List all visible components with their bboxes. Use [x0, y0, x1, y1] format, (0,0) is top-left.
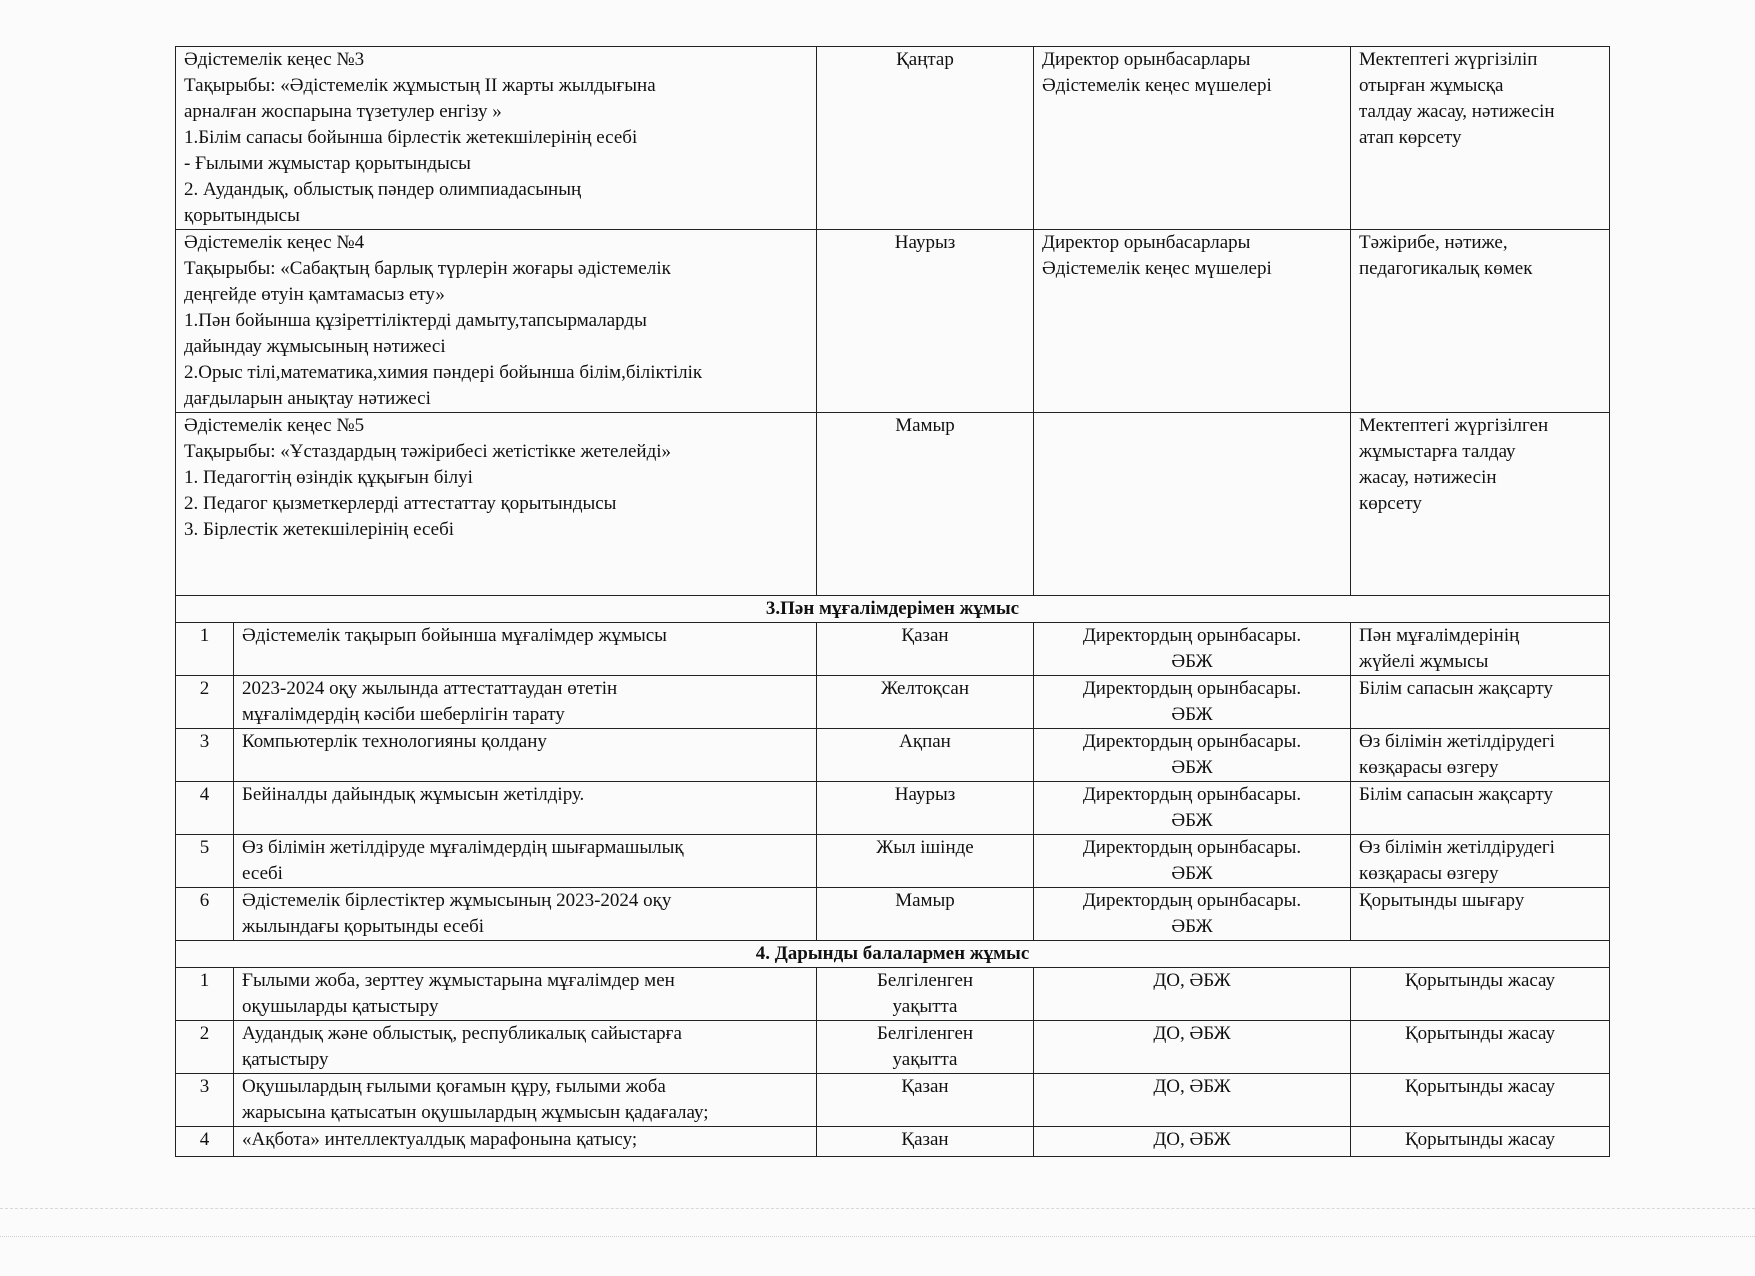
result-line: көзқарасы өзгеру — [1359, 757, 1499, 778]
result-line: Өз білімін жетілдірудегі — [1359, 731, 1555, 752]
time-line: Қазан — [901, 1076, 949, 1097]
section-title: 4. Дарынды балалармен жұмыс — [176, 941, 1610, 968]
row-result — [1351, 1074, 1610, 1127]
council-line: арналған жоспарына түзетулер енгізу » — [184, 101, 502, 122]
row-number: 3 — [176, 1074, 234, 1127]
task-line: оқушыларды қатыстыру — [242, 996, 439, 1017]
row-task — [234, 835, 817, 888]
result-line: көрсету — [1359, 493, 1422, 514]
table-row — [176, 1127, 1610, 1157]
task-line: Аудандық және облыстық, республикалық сайыстарға — [242, 1023, 682, 1044]
council-description — [176, 230, 817, 413]
result-line: Білім сапасын жақсарту — [1359, 678, 1553, 699]
row-number: 1 — [176, 623, 234, 676]
council-row — [176, 413, 1610, 596]
council-row — [176, 47, 1610, 230]
row-number: 4 — [176, 782, 234, 835]
responsible-line: ӘБЖ — [1171, 757, 1213, 778]
row-task — [234, 1127, 817, 1157]
task-line: Әдістемелік бірлестіктер жұмысының 2023-2024 оқу — [242, 890, 672, 911]
result-line: Қорытынды жасау — [1404, 1076, 1556, 1097]
row-task — [234, 623, 817, 676]
row-responsible — [1034, 1074, 1351, 1127]
work-plan-table — [175, 46, 1610, 1157]
council-description — [176, 413, 817, 596]
responsible-line: ДО, ӘБЖ — [1153, 1129, 1231, 1150]
responsible-line: Әдістемелік кеңес мүшелері — [1042, 75, 1272, 96]
council-responsible — [1034, 47, 1351, 230]
row-result — [1351, 888, 1610, 941]
table-row — [176, 782, 1610, 835]
table-row — [176, 676, 1610, 729]
row-responsible — [1034, 888, 1351, 941]
row-result — [1351, 1127, 1610, 1157]
table-row — [176, 835, 1610, 888]
responsible-line: Директордың орынбасары. — [1082, 837, 1302, 858]
council-line: 2. Педагог қызметкерлерді аттестаттау қорытындысы — [184, 493, 617, 514]
responsible-line: ДО, ӘБЖ — [1153, 1023, 1231, 1044]
task-line: есебі — [242, 863, 283, 884]
task-line: Ғылыми жоба, зерттеу жұмыстарына мұғалімдер мен — [242, 970, 675, 991]
row-result — [1351, 1021, 1610, 1074]
row-responsible — [1034, 729, 1351, 782]
table-row — [176, 968, 1610, 1021]
council-time — [817, 230, 1034, 413]
council-line: Тақырыбы: «Сабақтың барлық түрлерін жоғары әдістемелік — [184, 258, 671, 279]
row-responsible — [1034, 835, 1351, 888]
time-value: Наурыз — [894, 232, 956, 253]
council-row — [176, 230, 1610, 413]
responsible-line: ДО, ӘБЖ — [1153, 1076, 1231, 1097]
result-line: Тәжірибе, нәтиже, — [1359, 232, 1508, 253]
row-time: Наурыз — [817, 782, 1034, 835]
section-header-row — [176, 596, 1610, 623]
task-line: Әдістемелік тақырып бойынша мұғалімдер жұмысы — [242, 625, 667, 646]
council-line: деңгейде өтуін қамтамасыз ету» — [184, 284, 445, 305]
row-number: 2 — [176, 676, 234, 729]
result-line: талдау жасау, нәтижесін — [1359, 101, 1555, 122]
result-line: Пән мұғалімдерінің — [1359, 625, 1520, 646]
task-line: Өз білімін жетілдіруде мұғалімдердің шығармашылық — [242, 837, 684, 858]
row-result — [1351, 835, 1610, 888]
table-row — [176, 729, 1610, 782]
result-line: Қорытынды шығару — [1359, 890, 1525, 911]
responsible-line: ӘБЖ — [1171, 704, 1213, 725]
row-result — [1351, 782, 1610, 835]
council-responsible — [1034, 413, 1351, 596]
responsible-line: Директордың орынбасары. — [1082, 784, 1302, 805]
council-responsible — [1034, 230, 1351, 413]
row-time: Қазан — [817, 623, 1034, 676]
row-time — [817, 968, 1034, 1021]
responsible-line: Директордың орынбасары. — [1082, 625, 1302, 646]
row-task — [234, 782, 817, 835]
row-time: Мамыр — [817, 888, 1034, 941]
task-line: жылындағы қорытынды есебі — [242, 916, 485, 937]
responsible-line: ӘБЖ — [1171, 916, 1213, 937]
row-responsible — [1034, 782, 1351, 835]
task-line: Оқушылардың ғылыми қоғамын құру, ғылыми жоба — [242, 1076, 666, 1097]
responsible-line: Директордың орынбасары. — [1082, 890, 1302, 911]
row-result — [1351, 729, 1610, 782]
row-time — [817, 1127, 1034, 1157]
row-responsible — [1034, 968, 1351, 1021]
result-line: көзқарасы өзгеру — [1359, 863, 1499, 884]
row-task — [234, 676, 817, 729]
result-line: жұмыстарға талдау — [1359, 441, 1516, 462]
council-line: 3. Бірлестік жетекшілерінің есебі — [184, 519, 455, 540]
result-line: отырған жұмысқа — [1359, 75, 1504, 96]
responsible-line: Директор орынбасарлары — [1042, 49, 1251, 70]
council-line: Тақырыбы: «Әдістемелік жұмыстың II жарты жылдығына — [184, 75, 656, 96]
section-title: 3.Пән мұғалімдерімен жұмыс — [176, 596, 1610, 623]
result-line: Қорытынды жасау — [1404, 1023, 1556, 1044]
council-line: 1. Педагогтің өзіндік құқығын білуі — [184, 467, 473, 488]
responsible-line: Әдістемелік кеңес мүшелері — [1042, 258, 1272, 279]
scan-artifact-line — [0, 1236, 1755, 1237]
task-line: жарысына қатысатын оқушылардың жұмысын қадағалау; — [242, 1102, 709, 1123]
council-line: дағдыларын анықтау нәтижесі — [184, 388, 431, 409]
row-task — [234, 1074, 817, 1127]
scan-artifact-line — [0, 1208, 1755, 1209]
time-line: Қазан — [901, 1129, 949, 1150]
row-number: 2 — [176, 1021, 234, 1074]
result-line: Мектептегі жүргізіліп — [1359, 49, 1538, 70]
task-line: мұғалімдердің кәсіби шеберлігін тарату — [242, 704, 565, 725]
result-line: Қорытынды жасау — [1404, 1129, 1556, 1150]
row-task — [234, 1021, 817, 1074]
row-result — [1351, 968, 1610, 1021]
row-time — [817, 1074, 1034, 1127]
task-line: Бейіналды дайындық жұмысын жетілдіру. — [242, 784, 585, 805]
time-line: уақытта — [892, 1049, 958, 1070]
result-line: атап көрсету — [1359, 127, 1462, 148]
row-responsible — [1034, 623, 1351, 676]
council-result — [1351, 47, 1610, 230]
time-line: Белгіленген — [876, 970, 974, 991]
table-row — [176, 623, 1610, 676]
responsible-line: Директордың орынбасары. — [1082, 678, 1302, 699]
result-line: жасау, нәтижесін — [1359, 467, 1497, 488]
result-line: жүйелі жұмысы — [1359, 651, 1489, 672]
council-line: - Ғылыми жұмыстар қорытындысы — [184, 153, 471, 174]
council-time — [817, 413, 1034, 596]
responsible-line: ДО, ӘБЖ — [1153, 970, 1231, 991]
row-responsible — [1034, 1021, 1351, 1074]
table-row — [176, 888, 1610, 941]
row-responsible — [1034, 676, 1351, 729]
row-task — [234, 888, 817, 941]
result-line: Білім сапасын жақсарту — [1359, 784, 1553, 805]
time-line: уақытта — [892, 996, 958, 1017]
council-result — [1351, 413, 1610, 596]
row-number: 6 — [176, 888, 234, 941]
council-line: қорытындысы — [184, 205, 300, 226]
responsible-line: ӘБЖ — [1171, 863, 1213, 884]
result-line: педагогикалық көмек — [1359, 258, 1533, 279]
result-line: Өз білімін жетілдірудегі — [1359, 837, 1555, 858]
responsible-line: ӘБЖ — [1171, 810, 1213, 831]
row-number: 1 — [176, 968, 234, 1021]
council-line: 1.Білім сапасы бойынша бірлестік жетекшілерінің есебі — [184, 127, 638, 148]
row-result — [1351, 676, 1610, 729]
table-row — [176, 1074, 1610, 1127]
result-line: Қорытынды жасау — [1404, 970, 1556, 991]
council-title: Әдістемелік кеңес №4 — [184, 232, 365, 253]
row-number: 3 — [176, 729, 234, 782]
section-header-row — [176, 941, 1610, 968]
result-line: Мектептегі жүргізілген — [1359, 415, 1549, 436]
responsible-line: Директордың орынбасары. — [1082, 731, 1302, 752]
time-value: Қаңтар — [896, 49, 954, 70]
task-line: «Ақбота» интеллектуалдық марафонына қатысу; — [242, 1129, 638, 1150]
task-line: Компьютерлік технологияны қолдану — [242, 731, 547, 752]
council-time — [817, 47, 1034, 230]
row-time: Ақпан — [817, 729, 1034, 782]
row-number: 5 — [176, 835, 234, 888]
row-time: Жыл ішінде — [817, 835, 1034, 888]
council-line: 1.Пән бойынша құзіреттіліктерді дамыту,тапсырмаларды — [184, 310, 647, 331]
row-task — [234, 729, 817, 782]
row-number: 4 — [176, 1127, 234, 1157]
council-line: 2. Аудандық, облыстық пәндер олимпиадасының — [184, 179, 582, 200]
responsible-line: ӘБЖ — [1171, 651, 1213, 672]
council-line: 2.Орыс тілі,математика,химия пәндері бойынша білім,біліктілік — [184, 362, 703, 383]
task-line: 2023-2024 оқу жылында аттестаттаудан өтетін — [242, 678, 618, 699]
council-title: Әдістемелік кеңес №3 — [184, 49, 365, 70]
table-row — [176, 1021, 1610, 1074]
row-result — [1351, 623, 1610, 676]
task-line: қатыстыру — [242, 1049, 329, 1070]
row-task — [234, 968, 817, 1021]
council-line: Тақырыбы: «Ұстаздардың тәжірибесі жетістікке жетелейді» — [184, 441, 672, 462]
council-result — [1351, 230, 1610, 413]
time-value: Мамыр — [895, 415, 955, 436]
council-title: Әдістемелік кеңес №5 — [184, 415, 365, 436]
time-line: Белгіленген — [876, 1023, 974, 1044]
council-line: дайындау жұмысының нәтижесі — [184, 336, 446, 357]
row-responsible — [1034, 1127, 1351, 1157]
row-time — [817, 1021, 1034, 1074]
row-time: Желтоқсан — [817, 676, 1034, 729]
responsible-line: Директор орынбасарлары — [1042, 232, 1251, 253]
council-description — [176, 47, 817, 230]
